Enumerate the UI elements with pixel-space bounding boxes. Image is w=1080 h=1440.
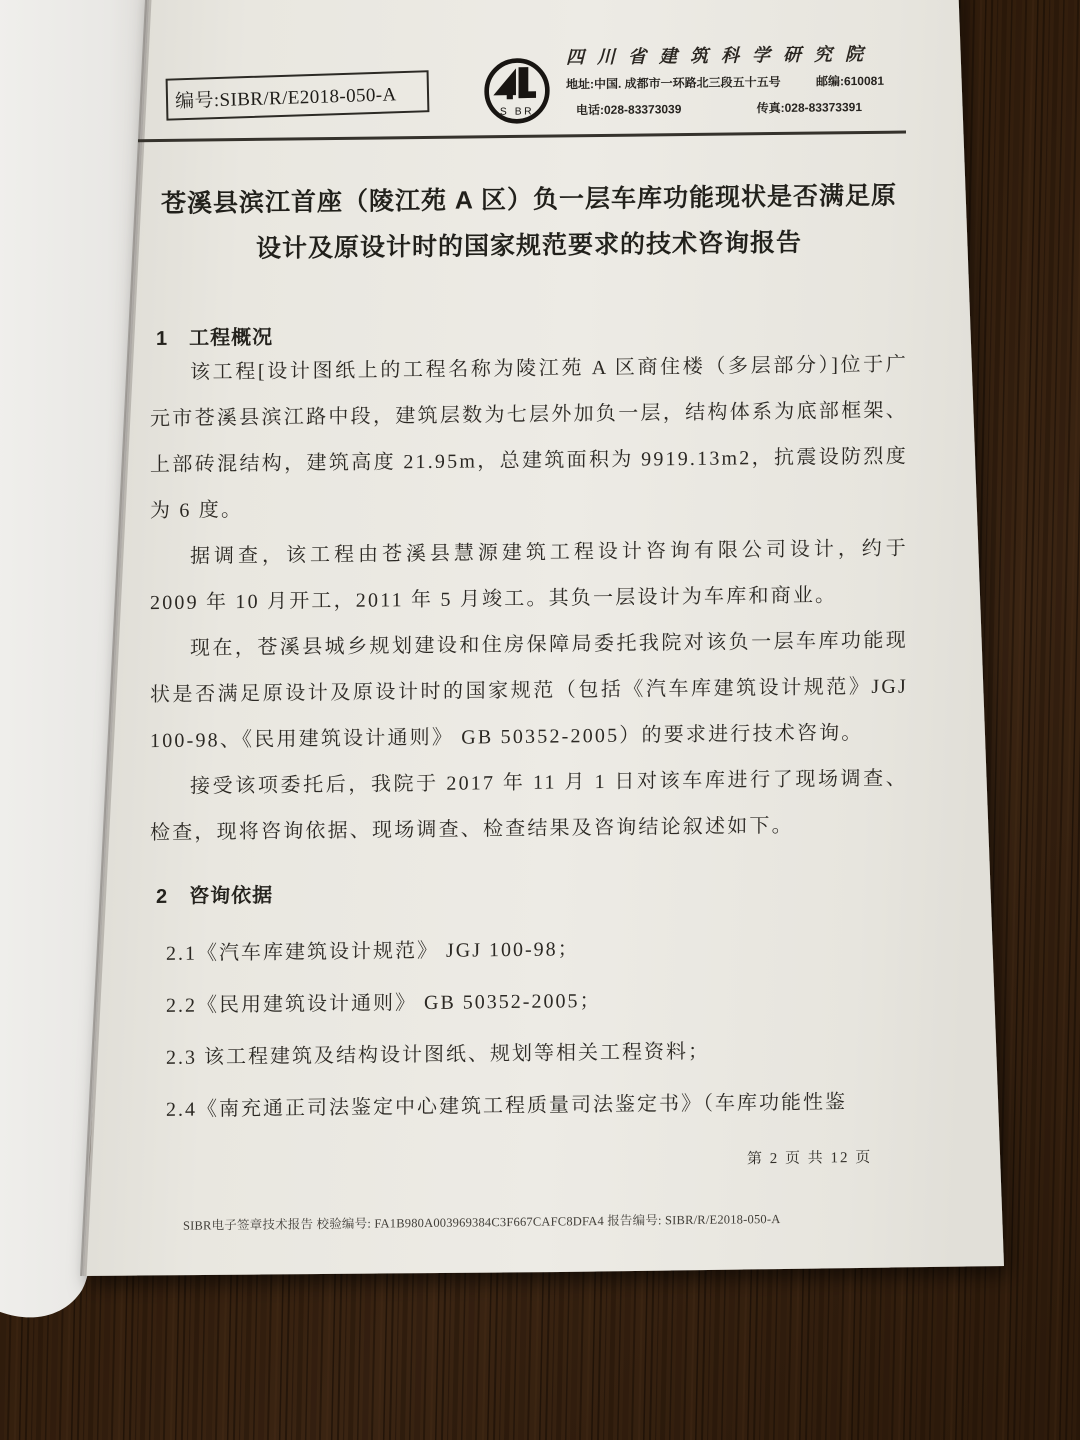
list-item: 2.3 该工程建筑及结构设计图纸、规划等相关工程资料； [166,1040,710,1069]
phone-label: 电话:028-83373039 [576,102,682,118]
letterhead-address-row [566,72,884,93]
institute-name: 四川省建筑科学研究院 [566,43,876,68]
institute-logo-icon [481,55,553,128]
report-number: 编号:SIBR/R/E2018-050-A [174,83,397,112]
paragraph: 该工程[设计图纸上的工程名称为陵江苑 A 区商住楼（多层部分）]位于广元市苍溪县滨江路中段，建筑层数为七层外加负一层，结构体系为底部框架、上部砖混结构，建筑高度 21.95m，总建筑面积为 9919.13m2，抗震设防烈度为 6 度。 [150,353,908,523]
list-item: 2.1《汽车库建筑设计规范》 JGJ 100-98； [166,938,580,965]
report-number-stamp [166,70,430,120]
letterhead-divider [138,131,906,142]
postcode-label: 邮编:610081 [815,73,884,89]
letterhead-phone-row [576,98,862,118]
section1-heading: 1 工程概况 [156,326,274,351]
page-number: 第 2 页 共 12 页 [747,1149,873,1168]
fax-label: 传真:028-83373391 [756,100,862,116]
report-title-line1: 苍溪县滨江首座（陵江苑 A 区）负一层车库功能现状是否满足原 [160,181,898,218]
paragraph: 据调查，该工程由苍溪县慧源建筑工程设计咨询有限公司设计，约于 2009 年 10 月开工，2011 年 5 月竣工。其负一层设计为车库和商业。 [150,537,908,615]
address-label: 地址:中国. 成都市一环路北三段五十五号 [566,74,781,92]
list-item: 2.4《南充通正司法鉴定中心建筑工程质量司法鉴定书》（车库功能性鉴 [166,1091,847,1121]
paragraph: 接受该项委托后，我院于 2017 年 11 月 1 日对该车库进行了现场调查、检查，现将咨询依据、现场调查、检查结果及咨询结论叙述如下。 [150,767,908,845]
section2-reference-list [150,919,920,1136]
paragraph: 现在，苍溪县城乡规划建设和住房保障局委托我院对该负一层车库功能现状是否满足原设计及原设计时的国家规范（包括《汽车库建筑设计规范》JGJ 100-98、《民用建筑设计通则》 GB 50352-2005）的要求进行技术咨询。 [150,629,908,753]
list-item: 2.2《民用建筑设计通则》 GB 50352-2005； [166,989,602,1017]
logo-text: S BR [499,106,535,118]
report-title-line2: 设计及原设计时的国家规范要求的技术咨询报告 [255,228,802,263]
section1-body [150,342,908,857]
signature-footer: SIBR电子签章技术报告 校验编号: FA1B980A003969384C3F667CAFC8DFA4 报告编号: SIBR/R/E2018-050-A [183,1211,781,1233]
section2-heading: 2 咨询依据 [156,884,274,909]
